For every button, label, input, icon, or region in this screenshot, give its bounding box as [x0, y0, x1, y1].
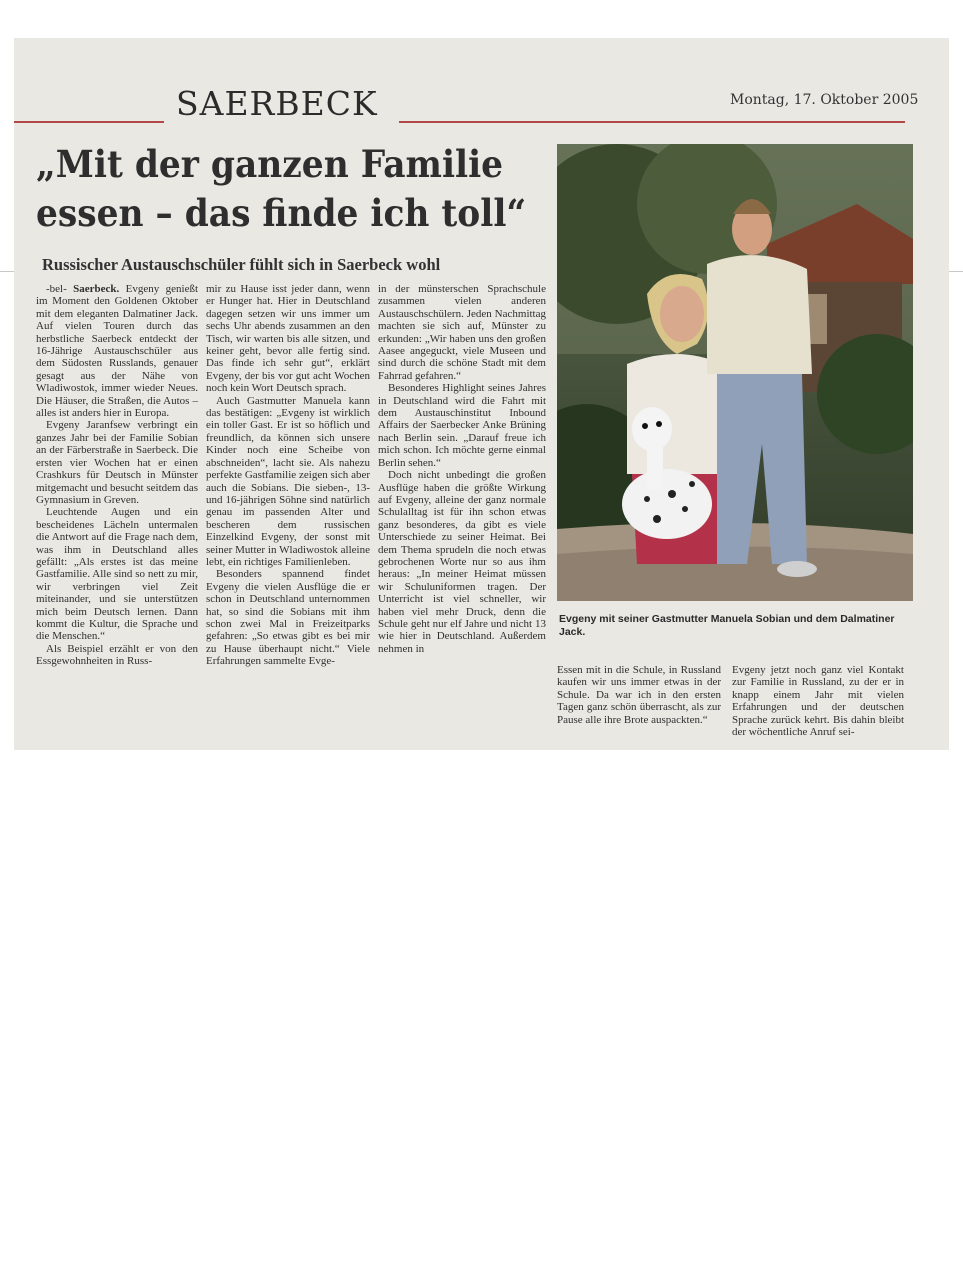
section-rule-left	[14, 121, 164, 123]
photo-illustration	[557, 144, 913, 601]
subheadline: Russischer Austauschschüler fühlt sich in Saerbeck wohl	[42, 255, 441, 274]
photo-caption: Evgeny mit seiner Gastmutter Manuela Sobian und dem Dalmatiner Jack.	[559, 613, 895, 638]
article-column-5	[732, 664, 904, 738]
paragraph: in der münsterschen Sprachschule zusammen vielen anderen Austauschschülern. Jeden Nachmittag machten sie sich auf, Münster zu erkunden: „Wir haben uns den großen Aasee angeguckt, viele Museen und sind durch die schöne Stadt mit dem Fahrrad gefahren.“	[378, 283, 546, 382]
paragraph: -bel- Saerbeck. Evgeny genießt im Moment den Goldenen Oktober mit dem eleganten Dalmatiner Jack. Auf vielen Touren durch das herbstliche Saerbeck entdeckt der 16-Jährige Austauschschüler aus dem Südosten Russlands, genauer gesagt aus der Nähe von Wladiwostok, immer wieder Neues. Die Häuser, die Straßen, die Autos – alles ist anders hier in Europa.	[36, 283, 199, 420]
paragraph: Auch Gastmutter Manuela kann das bestätigen: „Evgeny ist wirklich ein toller Gast. Er ist so höflich und freundlich, da können sich unsere Kinder noch eine Scheibe von abschneiden“, lacht sie. Als nahezu perfekte Gastfamilie zeigen sich aber auch die Sobians. Die sieben-, 13- und 16-jährigen Söhne sind natürlich genau im passenden Alter und bescheren dem russischen Einzelkind Evgeny, der sonst mit seiner Mutter in Wladiwostok alleine lebt, ein richtiges Familienleben.	[206, 394, 370, 568]
byline: -bel-	[46, 283, 67, 295]
paragraph: Besonderes Highlight seines Jahres in Deutschland wird die Fahrt mit dem Austauschinstitut Inbound Affairs der Saerbecker Anke Brüning nach Berlin sein. „Darauf freue ich mich schon. Ich möchte gerne einmal Berlin sehen.“	[378, 382, 546, 469]
newspaper-clipping	[14, 38, 949, 750]
section-title: SAERBECK	[176, 84, 378, 123]
article-column-1	[36, 283, 198, 668]
issue-date: Montag, 17. Oktober 2005	[730, 92, 919, 108]
paragraph: mir zu Hause isst jeder dann, wenn er Hunger hat. Hier in Deutschland dagegen setzen wir uns immer um sechs Uhr abends zusammen an den Tisch, wir warten bis alle sitzen, und keiner geht, bevor alle fertig sind. Das finde ich sehr gut“, erklärt Evgeny, der bis vor gut acht Wochen noch kein Wort Deutsch sprach.	[206, 283, 370, 395]
paragraph: Doch nicht unbedingt die großen Ausflüge haben die größte Wirkung auf Evgeny, alleine der ganz normale Schulalltag ist für ihn schon etwas ganz besonderes, da gibt es viele Unterschiede zu seiner Heimat. Bei dem Thema sprudeln die noch etwas gebrochenen Worte nur so aus ihm heraus: „In meiner Heimat müssen wir Schuluniformen tragen. Der Unterricht ist viel schneller, wir haben viel mehr Druck, denn die Schule geht nur elf Jahre und nicht 13 wie hier in Deutschland. Außerdem nehmen in	[378, 469, 546, 655]
article-column-3	[378, 283, 546, 655]
scan-margin-mark-right	[949, 271, 963, 272]
section-rule-right	[399, 121, 905, 123]
article-column-4	[557, 664, 721, 726]
headline	[36, 140, 529, 238]
scan-margin-mark-left	[0, 271, 14, 272]
headline-line-2: essen – das finde ich toll“	[36, 191, 527, 235]
paragraph: Besonders spannend findet Evgeny die vielen Ausflüge die er schon in Deutschland unternommen hat, so sind die Sobians mit ihm schon zwei Mal in Freizeitparks gefahren: „So etwas gibt es bei mir zu Hause überhaupt nicht.“ Viele Erfahrungen sammelte Evge-	[206, 568, 370, 668]
paragraph: Evgeny jetzt noch ganz viel Kontakt zur Familie in Russland, zu der er in knapp einem Jahr mit vielen Erfahrungen und der deutschen Sprache zurück kehrt. Bis dahin bleibt der wöchentliche Anruf sei-	[732, 664, 904, 739]
paragraph: Leuchtende Augen und ein bescheidenes Lächeln untermalen die Antwort auf die Frage nach dem, was ihm in Deutschland alles gefällt: „Als erstes ist das meine Gastfamilie. Alle sind so nett zu mir, wir verbringen viel Zeit miteinander, und sie unterstützen mich beim Deutsch lernen. Dann kommt die Kultur, die Sprache und die Menschen.“	[36, 506, 198, 643]
paragraph: Evgeny Jaranfsew verbringt ein ganzes Jahr bei der Familie Sobian an der Färberstraße in Saerbeck. Die ersten vier Wochen hat er einen Crashkurs für Deutsch in Münster mitgemacht und besucht seitdem das Gymnasium in Greven.	[36, 419, 198, 506]
dateline-place: Saerbeck.	[73, 283, 120, 295]
paragraph: Als Beispiel erzählt er von den Essgewohnheiten in Russ-	[36, 642, 198, 668]
article-photo	[557, 144, 913, 601]
paragraph: Essen mit in die Schule, in Russland kaufen wir uns immer etwas in der Schule. Da war ich in den ersten Tagen ganz schön überrascht, als zur Pause alle ihre Brote auspackten.“	[557, 664, 721, 726]
article-column-2	[206, 283, 370, 668]
headline-line-1: „Mit der ganzen Familie	[36, 142, 504, 186]
